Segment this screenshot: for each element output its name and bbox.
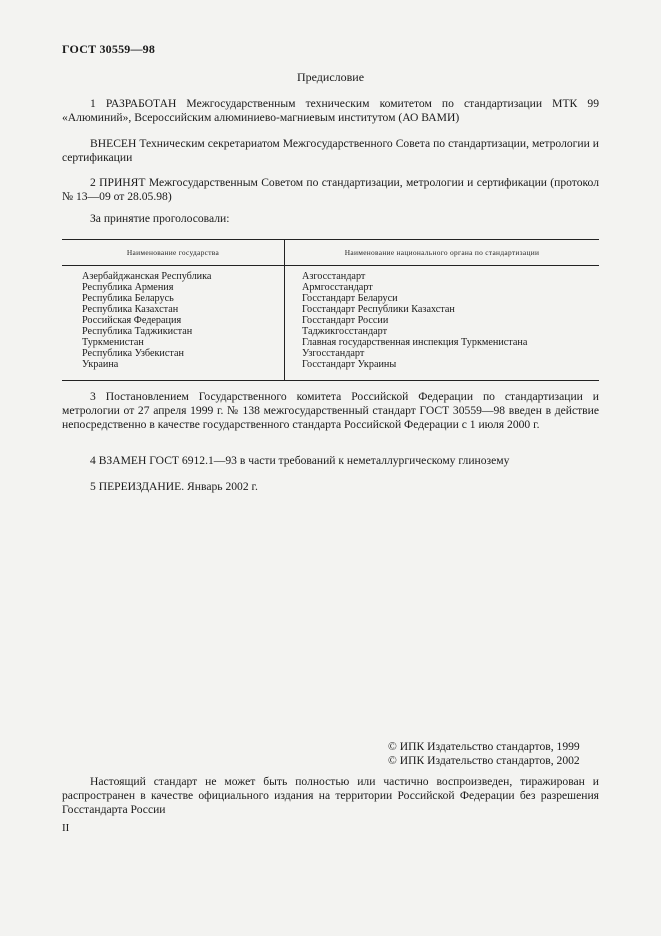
table-cell-body: Азгосстандарт — [302, 271, 366, 282]
paragraph-replaces — [62, 454, 599, 468]
voting-table — [62, 239, 599, 381]
table-cell-state: Республика Узбекистан — [82, 348, 184, 359]
table-cell-body: Главная государственная инспекция Туркменистана — [302, 337, 528, 348]
paragraph-text: 3 Постановлением Государственного комитета Российской Федерации по стандартизации и метрологии от 27 апреля 1999 г. № 138 межгосударственный стандарт ГОСТ 30559—98 введен в действие непосредственно в качестве государственного стандарта Российской Федерации с 1 июля 2000 г. — [62, 390, 599, 431]
table-cell-state: Республика Казахстан — [82, 304, 179, 315]
paragraph-introduced — [62, 137, 599, 165]
table-cell-state: Туркменистан — [82, 337, 144, 348]
table-cell-state: Азербайджанская Республика — [82, 271, 212, 282]
copyright-line: © ИПК Издательство стандартов, 2002 — [388, 754, 580, 767]
table-cell-body: Узгосстандарт — [302, 348, 365, 359]
table-cell-body: Армгосстандарт — [302, 282, 373, 293]
table-cell-state: Республика Таджикистан — [82, 326, 193, 337]
paragraph-text: 2 ПРИНЯТ Межгосударственным Советом по стандартизации, метрологии и сертификации (протокол № 13—09 от 28.05.98) — [62, 176, 599, 203]
table-cell-state: Республика Беларусь — [82, 293, 174, 304]
table-divider — [284, 240, 285, 380]
paragraph-voted — [62, 212, 599, 226]
document-code: ГОСТ 30559—98 — [62, 42, 156, 56]
paragraph-adopted — [62, 176, 599, 204]
page-number: II — [62, 822, 70, 834]
paragraph-text: 1 РАЗРАБОТАН Межгосударственным техническим комитетом по стандартизации МТК 99 «Алюминий», Всероссийским алюминиево-магниевым институтом (АО ВАМИ) — [62, 97, 599, 124]
table-cell-body: Госстандарт Украины — [302, 359, 397, 370]
section-title: Предисловие — [296, 70, 365, 84]
copyright-line: © ИПК Издательство стандартов, 1999 — [388, 740, 580, 753]
table-cell-state: Российская Федерация — [82, 315, 182, 326]
table-cell-body: Таджикгосстандарт — [302, 326, 388, 337]
paragraph-text: 5 ПЕРЕИЗДАНИЕ. Январь 2002 г. — [90, 480, 258, 493]
table-cell-body: Госстандарт России — [302, 315, 389, 326]
body-column — [302, 271, 527, 370]
legal-notice — [62, 775, 599, 817]
notice-text: Настоящий стандарт не может быть полностью или частично воспроизведен, тиражирован и распространен в качестве официального издания на территории Российской Федерации без разрешения Госстандарта России — [62, 775, 599, 816]
table-header-row — [62, 240, 599, 266]
table-cell-body: Госстандарт Беларуси — [302, 293, 398, 304]
table-cell-state: Республика Армения — [82, 282, 174, 293]
table-header-body: Наименование национального органа по стандартизации — [344, 248, 540, 257]
paragraph-text: ВНЕСЕН Техническим секретариатом Межгосударственного Совета по стандартизации, метрологии и сертификации — [62, 137, 599, 164]
table-cell-state: Украина — [82, 359, 119, 370]
table-header-state: Наименование государства — [126, 248, 220, 257]
paragraph-reissue — [62, 480, 599, 494]
state-column — [82, 271, 211, 370]
paragraph-text: За принятие проголосовали: — [90, 212, 230, 225]
paragraph-developed — [62, 97, 599, 125]
table-cell-body: Госстандарт Республики Казахстан — [302, 304, 455, 315]
paragraph-text: 4 ВЗАМЕН ГОСТ 6912.1—93 в части требований к неметаллургическому глинозему — [90, 454, 510, 467]
paragraph-resolution — [62, 390, 599, 432]
